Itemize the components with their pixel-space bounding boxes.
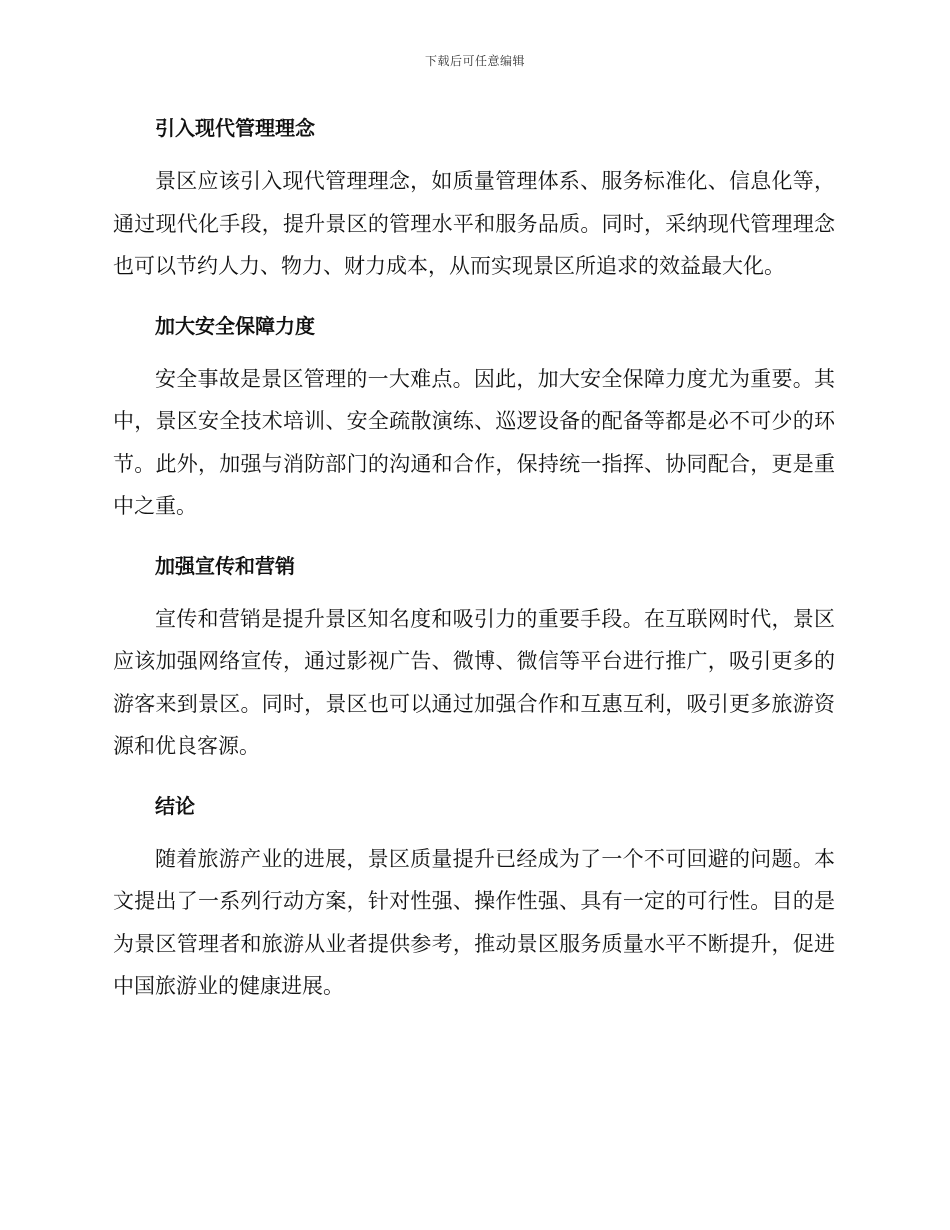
- section-marketing: [113, 546, 835, 768]
- section-heading: 加大安全保障力度: [155, 313, 315, 338]
- section-heading: 引入现代管理理念: [155, 116, 315, 140]
- section-conclusion: [113, 786, 835, 1008]
- section-paragraph: 安全事故是景区管理的一大难点。因此，加大安全保障力度尤为重要。其中，景区安全技术培训、安全疏散演练、巡逻设备的配备等都是必不可少的环节。此外，加强与消防部门的沟通和合作，保持统一指挥、协同配合，更是重中之重。: [113, 366, 835, 518]
- section-paragraph: 宣传和营销是提升景区知名度和吸引力的重要手段。在互联网时代，景区应该加强网络宣传，通过影视广告、微博、微信等平台进行推广，吸引更多的游客来到景区。同时，景区也可以通过加强合作和互惠互利，吸引更多旅游资源和优良客源。: [113, 606, 835, 758]
- section-paragraph: 随着旅游产业的进展，景区质量提升已经成为了一个不可回避的问题。本文提出了一系列行动方案，针对性强、操作性强、具有一定的可行性。目的是为景区管理者和旅游从业者提供参考，推动景区服务质量水平不断提升，促进中国旅游业的健康进展。: [113, 846, 835, 998]
- document-body: [113, 108, 835, 1026]
- section-heading: 结论: [155, 793, 195, 818]
- section-safety: [113, 306, 835, 528]
- section-paragraph: 景区应该引入现代管理理念，如质量管理体系、服务标准化、信息化等，通过现代化手段，提升景区的管理水平和服务品质。同时，采纳现代管理理念也可以节约人力、物力、财力成本，从而实现景区所追求的效益最大化。: [113, 169, 835, 278]
- section-heading: 加强宣传和营销: [155, 553, 295, 578]
- page-header: 下载后可任意编辑: [424, 54, 525, 68]
- section-management-concepts: [113, 108, 835, 288]
